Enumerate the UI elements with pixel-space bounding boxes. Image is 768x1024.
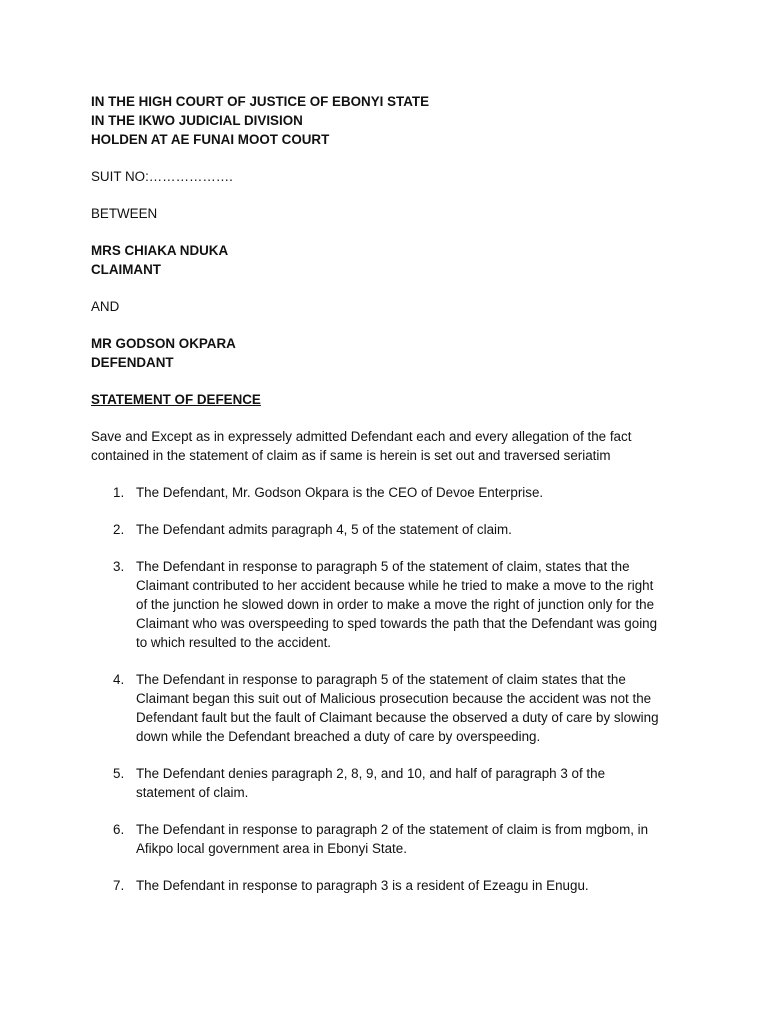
defendant-role: DEFENDANT [91,355,174,370]
list-item [91,557,681,652]
list-item-line: The Defendant in response to paragraph 3 is a resident of Ezeagu in Enugu. [136,878,589,893]
list-item [91,483,681,502]
list-item-line: Claimant who was overspeeding to sped towards the path that the Defendant was going [136,616,658,631]
list-item-line: of the junction he slowed down in order to make a move the right of junction only for the [136,597,655,612]
between-label: BETWEEN [91,206,158,221]
list-item [91,670,681,746]
intro-line: Save and Except as in expressely admitted Defendant each and every allegation of the fact [91,429,632,444]
list-item-number: 3. [113,559,125,574]
list-item-line: down while the Defendant breached a duty of care by overspeeding. [136,729,541,744]
list-item-number: 6. [113,822,125,837]
defendant-name: MR GODSON OKPARA [91,336,236,351]
claimant-role: CLAIMANT [91,262,161,277]
suit-number: SUIT NO:………………. [91,169,233,184]
list-item [91,520,681,539]
list-item-line: Claimant contributed to her accident because while he tried to make a move to the right [136,578,654,593]
list-item-number: 1. [113,485,125,500]
list-item-line: The Defendant, Mr. Godson Okpara is the CEO of Devoe Enterprise. [136,485,544,500]
list-item-line: to which resulted to the accident. [136,635,332,650]
list-item-line: Defendant fault but the fault of Claimant because the observed a duty of care by slowing [136,710,659,725]
list-item-line: The Defendant denies paragraph 2, 8, 9, and 10, and half of paragraph 3 of the [136,766,606,781]
list-item-line: Afikpo local government area in Ebonyi State. [136,841,407,856]
list-item [91,876,681,895]
and-label: AND [91,299,120,314]
list-item-line: The Defendant admits paragraph 4, 5 of the statement of claim. [136,522,512,537]
numbered-list [91,483,691,895]
court-heading: IN THE HIGH COURT OF JUSTICE OF EBONYI STATE [91,94,430,109]
list-item-line: The Defendant in response to paragraph 2 of the statement of claim is from mgbom, in [136,822,649,837]
list-item [91,764,681,802]
list-item-number: 7. [113,878,125,893]
list-item [91,820,681,858]
list-item-line: Claimant began this suit out of Malicious prosecution because the accident was not the [136,691,652,706]
document-page [91,92,691,913]
list-item-line: statement of claim. [136,785,249,800]
intro-line: contained in the statement of claim as if same is herein is set out and traversed seriatim [91,448,611,463]
claimant-name: MRS CHIAKA NDUKA [91,243,229,258]
document-title: STATEMENT OF DEFENCE [91,392,261,407]
holden-heading: HOLDEN AT AE FUNAI MOOT COURT [91,132,330,147]
list-item-line: The Defendant in response to paragraph 5 of the statement of claim states that the [136,672,626,687]
list-item-number: 4. [113,672,125,687]
list-item-number: 2. [113,522,125,537]
intro-paragraph [91,427,691,465]
division-heading: IN THE IKWO JUDICIAL DIVISION [91,113,303,128]
list-item-line: The Defendant in response to paragraph 5 of the statement of claim, states that the [136,559,630,574]
list-item-number: 5. [113,766,125,781]
